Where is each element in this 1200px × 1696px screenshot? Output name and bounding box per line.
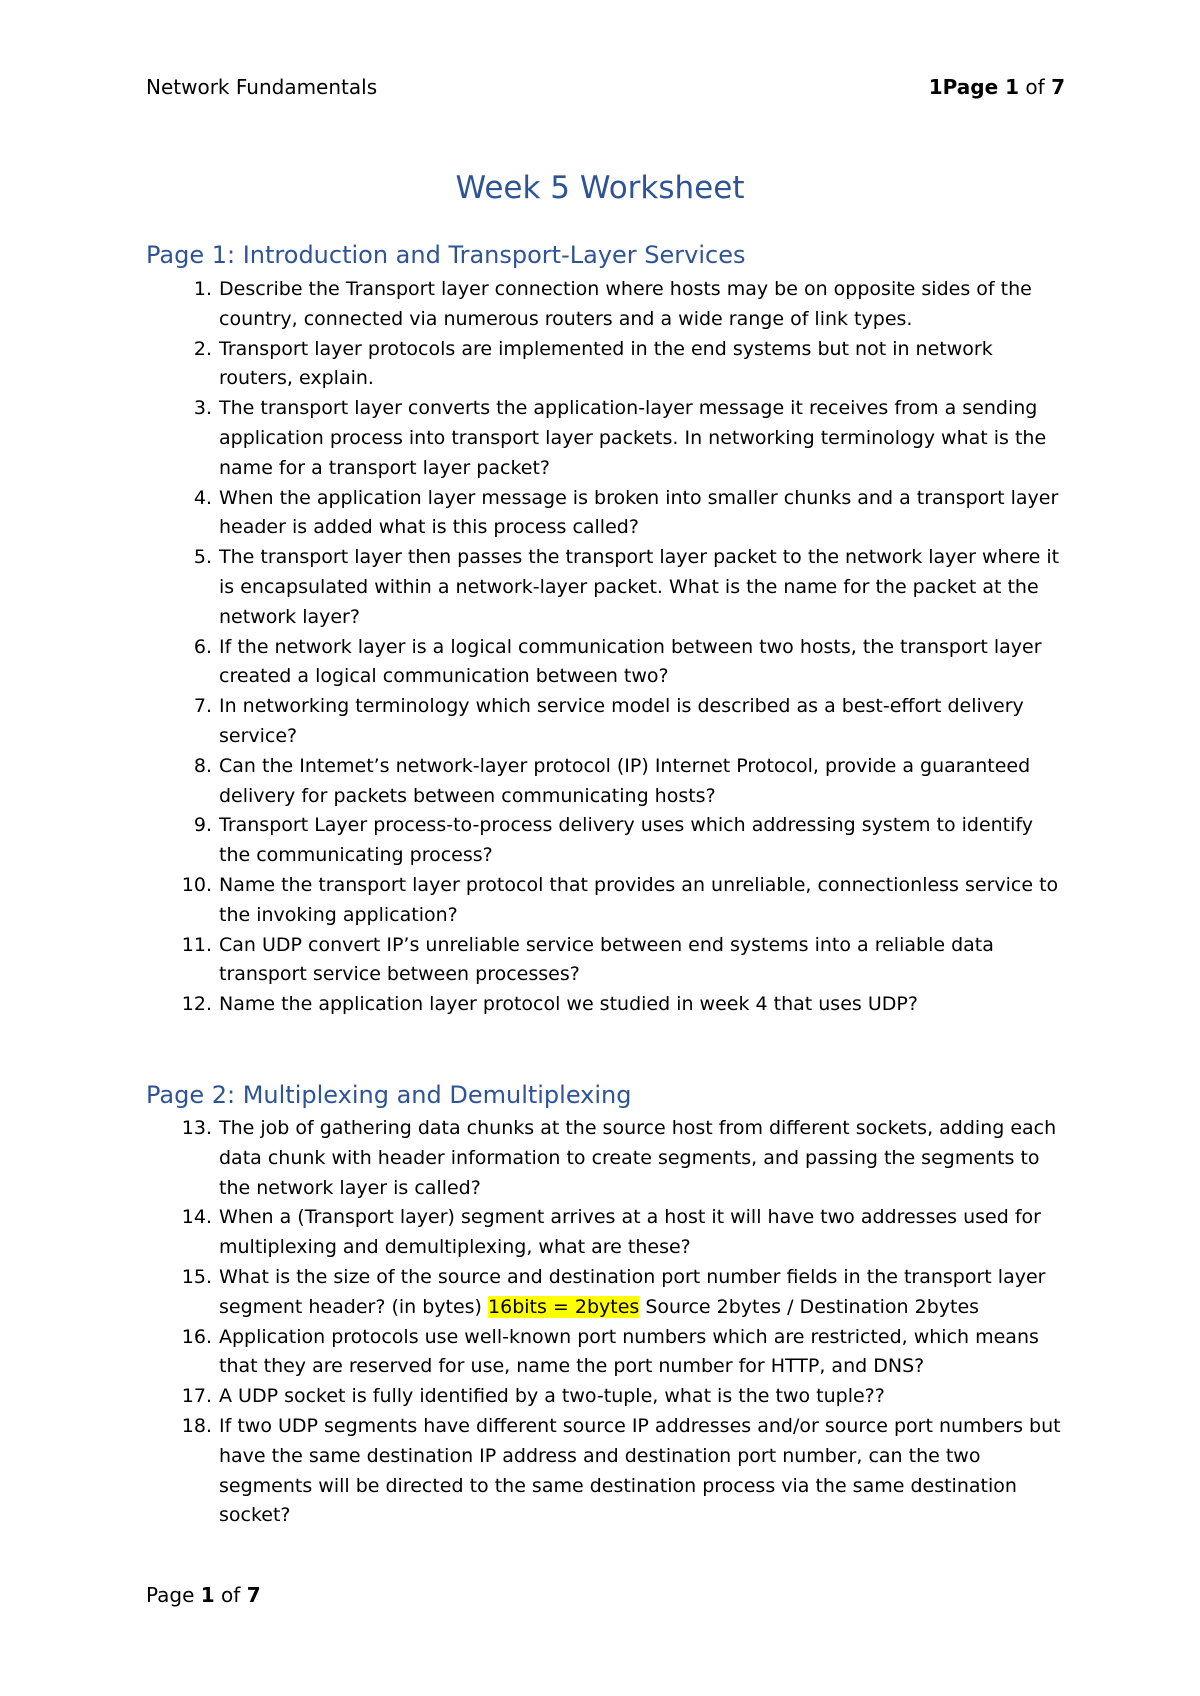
question-item [146,1323,1066,1383]
question-item [146,871,1066,931]
question-text: Name the application layer protocol we studied in week 4 that uses UDP? [219,993,918,1016]
question-item [146,484,1066,544]
question-number: 2. [193,337,212,360]
question-item [146,811,1066,871]
header-of: of [1019,75,1052,99]
question-text: When a (Transport layer) segment arrives at a host it will have two addresses used for multiplexing and demultiplexing, what are these? [219,1206,1041,1259]
page-footer [146,1580,261,1610]
question-number: 8. [193,754,212,777]
question-text: What is the size of the source and destination port number fields in the transport layer segment header? (in bytes) [219,1265,1046,1318]
footer-prefix: Page [146,1583,201,1607]
question-text: Application protocols use well-known port numbers which are restricted, which means that they are reserved for use, name the port number for HTTP, and DNS? [219,1325,1039,1378]
question-number: 3. [193,397,212,420]
question-text: Describe the Transport layer connection where hosts may be on opposite sides of the country, connected via numerous routers and a wide range of link types. [219,278,1032,330]
question-number: 7. [193,695,212,718]
question-text: Can the Intemet’s network-layer protocol (IP) Internet Protocol, provide a guaranteed delivery for packets between communicating hosts? [219,754,1031,807]
footer-of: of [214,1583,247,1607]
question-number: 15. [181,1265,212,1288]
question-text: The transport layer then passes the transport layer packet to the network layer where it is encapsulated within a network-layer packet. What is the name for the packet at the network layer? [219,546,1060,628]
question-item [146,1412,1066,1531]
section-heading-2: Page 2: Multiplexing and Demultiplexing [146,1081,632,1109]
header-prefix: 1Page [928,75,1006,99]
question-item [146,931,1066,991]
question-item [146,1203,1066,1263]
header-current-page: 1 [1005,75,1020,99]
question-number: 5. [193,546,212,569]
question-text: The job of gathering data chunks at the source host from different sockets, adding each data chunk with header information to create segments, and passing the segments to the network layer is called? [219,1117,1057,1199]
page-title: Week 5 Worksheet [455,170,745,206]
header-total-pages: 7 [1051,75,1065,99]
question-text: When the application layer message is broken into smaller chunks and a transport layer header is added what is this process called? [219,486,1059,539]
footer-total-pages: 7 [246,1583,261,1607]
question-number: 1. [193,278,212,300]
question-number: 18. [181,1414,212,1437]
question-number: 14. [181,1206,212,1229]
section-heading-1: Page 1: Introduction and Transport-Layer Services [146,241,746,269]
question-number: 4. [193,486,212,509]
question-item [146,752,1066,812]
question-number: 11. [181,933,212,956]
question-text: Can UDP convert IP’s unreliable service between end systems into a reliable data transport service between processes? [219,933,994,986]
question-text: Name the transport layer protocol that provides an unreliable, connectionless service to the invoking application? [219,873,1059,926]
question-item [146,394,1066,483]
page-header [146,72,1065,102]
question-number: 9. [193,814,212,837]
question-list-1 [146,275,1066,1020]
question-number: 12. [181,993,212,1016]
question-item [146,692,1066,752]
question-item [146,543,1066,632]
question-text: Transport Layer process-to-process delivery uses which addressing system to identify the communicating process? [219,814,1034,867]
answer-note: Source 2bytes / Destination 2bytes [639,1295,980,1318]
header-course-title: Network Fundamentals [146,75,378,99]
question-item [146,1114,1066,1203]
question-list-2 [146,1114,1066,1531]
question-number: 10. [181,873,212,896]
question-item [146,1382,1066,1412]
question-number: 6. [193,635,212,658]
question-number: 16. [181,1325,212,1348]
footer-current-page: 1 [200,1583,215,1607]
question-text: A UDP socket is fully identified by a two-tuple, what is the two tuple?? [219,1385,885,1408]
question-text: If the network layer is a logical communication between two hosts, the transport layer created a logical communication between two? [219,635,1042,688]
question-text: In networking terminology which service model is described as a best-effort delivery service? [219,695,1024,747]
question-item [146,990,1066,1020]
header-page-number [929,72,1065,102]
question-item [146,275,1066,335]
question-text: If two UDP segments have different source IP addresses and/or source port numbers but have the same destination IP address and destination port number, can the two segments will be directed to the same destination process via the same destination socket? [219,1414,1061,1527]
question-item [146,1263,1066,1323]
question-text: The transport layer converts the application-layer message it receives from a sending application process into transport layer packets. In networking terminology what is the name for a transport layer packet? [219,397,1047,479]
highlighted-answer: 16bits = 2bytes [488,1295,640,1318]
question-number: 13. [181,1117,212,1139]
question-item [146,335,1066,395]
question-number: 17. [181,1385,212,1408]
question-text: Transport layer protocols are implemented in the end systems but not in network routers, explain. [219,337,993,390]
question-item [146,633,1066,693]
